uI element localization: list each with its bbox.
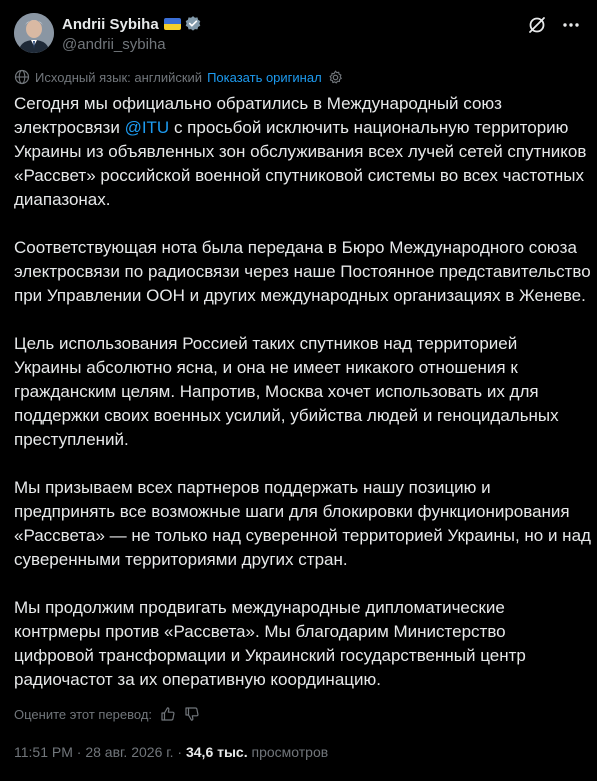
tweet-line (14, 92, 586, 116)
tweet-line (14, 524, 591, 548)
tweet-line (14, 164, 586, 188)
tweet-line (14, 236, 586, 260)
tweet-paragraph (14, 596, 586, 692)
tweet-date[interactable]: 28 авг. 2026 г. (85, 744, 174, 760)
tweet-line (14, 620, 586, 644)
views-label: просмотров (251, 744, 329, 760)
rate-translation-label: Оцените этот перевод: (14, 706, 153, 722)
avatar[interactable] (14, 13, 54, 53)
tweet-line (14, 500, 586, 524)
tweet-line (14, 548, 586, 572)
tweet-text-segment: суверенными территориями других стран. (14, 550, 348, 569)
thumbs-down-icon[interactable] (184, 706, 200, 722)
author-display-name[interactable]: Andrii Sybiha (62, 15, 159, 33)
tweet-line (14, 404, 586, 428)
tweet-text-segment: преступлений. (14, 430, 129, 449)
tweet-text-segment: контрмеры против «Рассвета». Мы благодарим Министерство (14, 622, 506, 641)
tweet-text-segment: цифровой трансформации и Украинский государственный центр (14, 646, 526, 665)
name-row (62, 14, 202, 34)
meta-separator-2: · (173, 744, 186, 760)
tweet-text-segment: Мы призываем всех партнеров поддержать нашу позицию и (14, 478, 491, 497)
tweet-text-segment: электросвязи по радиосвязи через наше Постоянное представительство (14, 262, 591, 281)
tweet-text-segment: радиочастот за их оперативную координацию. (14, 670, 381, 689)
tweet-text-segment: «Рассвет» российской военной спутниковой системы во всех частотных (14, 166, 584, 185)
rate-translation (14, 706, 200, 722)
tweet-text-segment: Цель использования Россией таких спутников над территорией (14, 334, 518, 353)
tweet-text-segment: Соответствующая нота была передана в Бюро Международного союза (14, 238, 577, 257)
tweet-paragraph (14, 476, 591, 572)
tweet-text-segment: «Рассвета» — не только над суверенной территорией Украины, но и над (14, 526, 591, 545)
author-names (62, 14, 202, 53)
header-actions (527, 15, 581, 35)
author-handle[interactable]: @andrii_sybiha (62, 36, 166, 53)
tweet-line (14, 428, 586, 452)
avatar-image (14, 13, 54, 53)
tweet-header (14, 13, 583, 57)
ukraine-flag-icon (164, 18, 181, 30)
tweet-line (14, 356, 586, 380)
tweet-line (14, 668, 586, 692)
tweet-text-segment: предпринять все возможные шаги для блокировки функционирования (14, 502, 570, 521)
source-language-label: Исходный язык: английский (35, 69, 203, 85)
tweet-text-segment: с просьбой исключить национальную территорию (169, 118, 569, 137)
tweet-text-segment: Сегодня мы официально обратились в Международный союз (14, 94, 502, 113)
tweet-text-segment: Украины абсолютно ясна, и она не имеет никакого отношения к (14, 358, 518, 377)
tweet-text (14, 92, 591, 716)
grok-icon[interactable] (527, 15, 547, 35)
gear-icon[interactable] (328, 70, 343, 85)
tweet-paragraph (14, 332, 586, 452)
views-count: 34,6 тыс. (185, 744, 248, 760)
tweet-line (14, 644, 586, 668)
tweet-line (14, 116, 586, 140)
tweet-line (14, 284, 586, 308)
more-dots-icon[interactable] (561, 15, 581, 35)
tweet-text-segment: Мы продолжим продвигать международные дипломатические (14, 598, 505, 617)
show-original-link[interactable]: Показать оригинал (207, 69, 322, 85)
meta-separator: · (72, 744, 86, 760)
tweet-text-segment: гражданским целям. Напротив, Москва хочет использовать их для (14, 382, 539, 401)
tweet-time[interactable]: 11:51 PM (14, 744, 73, 760)
tweet-paragraph (14, 92, 586, 212)
tweet-line (14, 260, 591, 284)
tweet-paragraph (14, 236, 591, 308)
tweet-line (14, 596, 586, 620)
tweet-line (14, 332, 586, 356)
tweet-text-segment: диапазонах. (14, 190, 111, 209)
translation-bar (14, 69, 343, 85)
mention-link[interactable]: @ITU (124, 118, 170, 137)
tweet-text-segment: электросвязи (14, 118, 125, 137)
tweet-text-segment: при Управлении ООН и других международных организациях в Женеве. (14, 286, 586, 305)
tweet-line (14, 188, 586, 212)
globe-icon (14, 69, 30, 85)
tweet-text-segment: поддержки своих военных усилий, убийства людей и геноцидальных (14, 406, 559, 425)
tweet-text-segment: Украины из объявленных зон обслуживания всех лучей сетей спутников (14, 142, 587, 161)
verified-badge-icon[interactable] (184, 15, 202, 33)
tweet-line (14, 476, 586, 500)
tweet-line (14, 380, 586, 404)
tweet-line (14, 140, 586, 164)
tweet-meta (14, 744, 328, 760)
thumbs-up-icon[interactable] (160, 706, 176, 722)
